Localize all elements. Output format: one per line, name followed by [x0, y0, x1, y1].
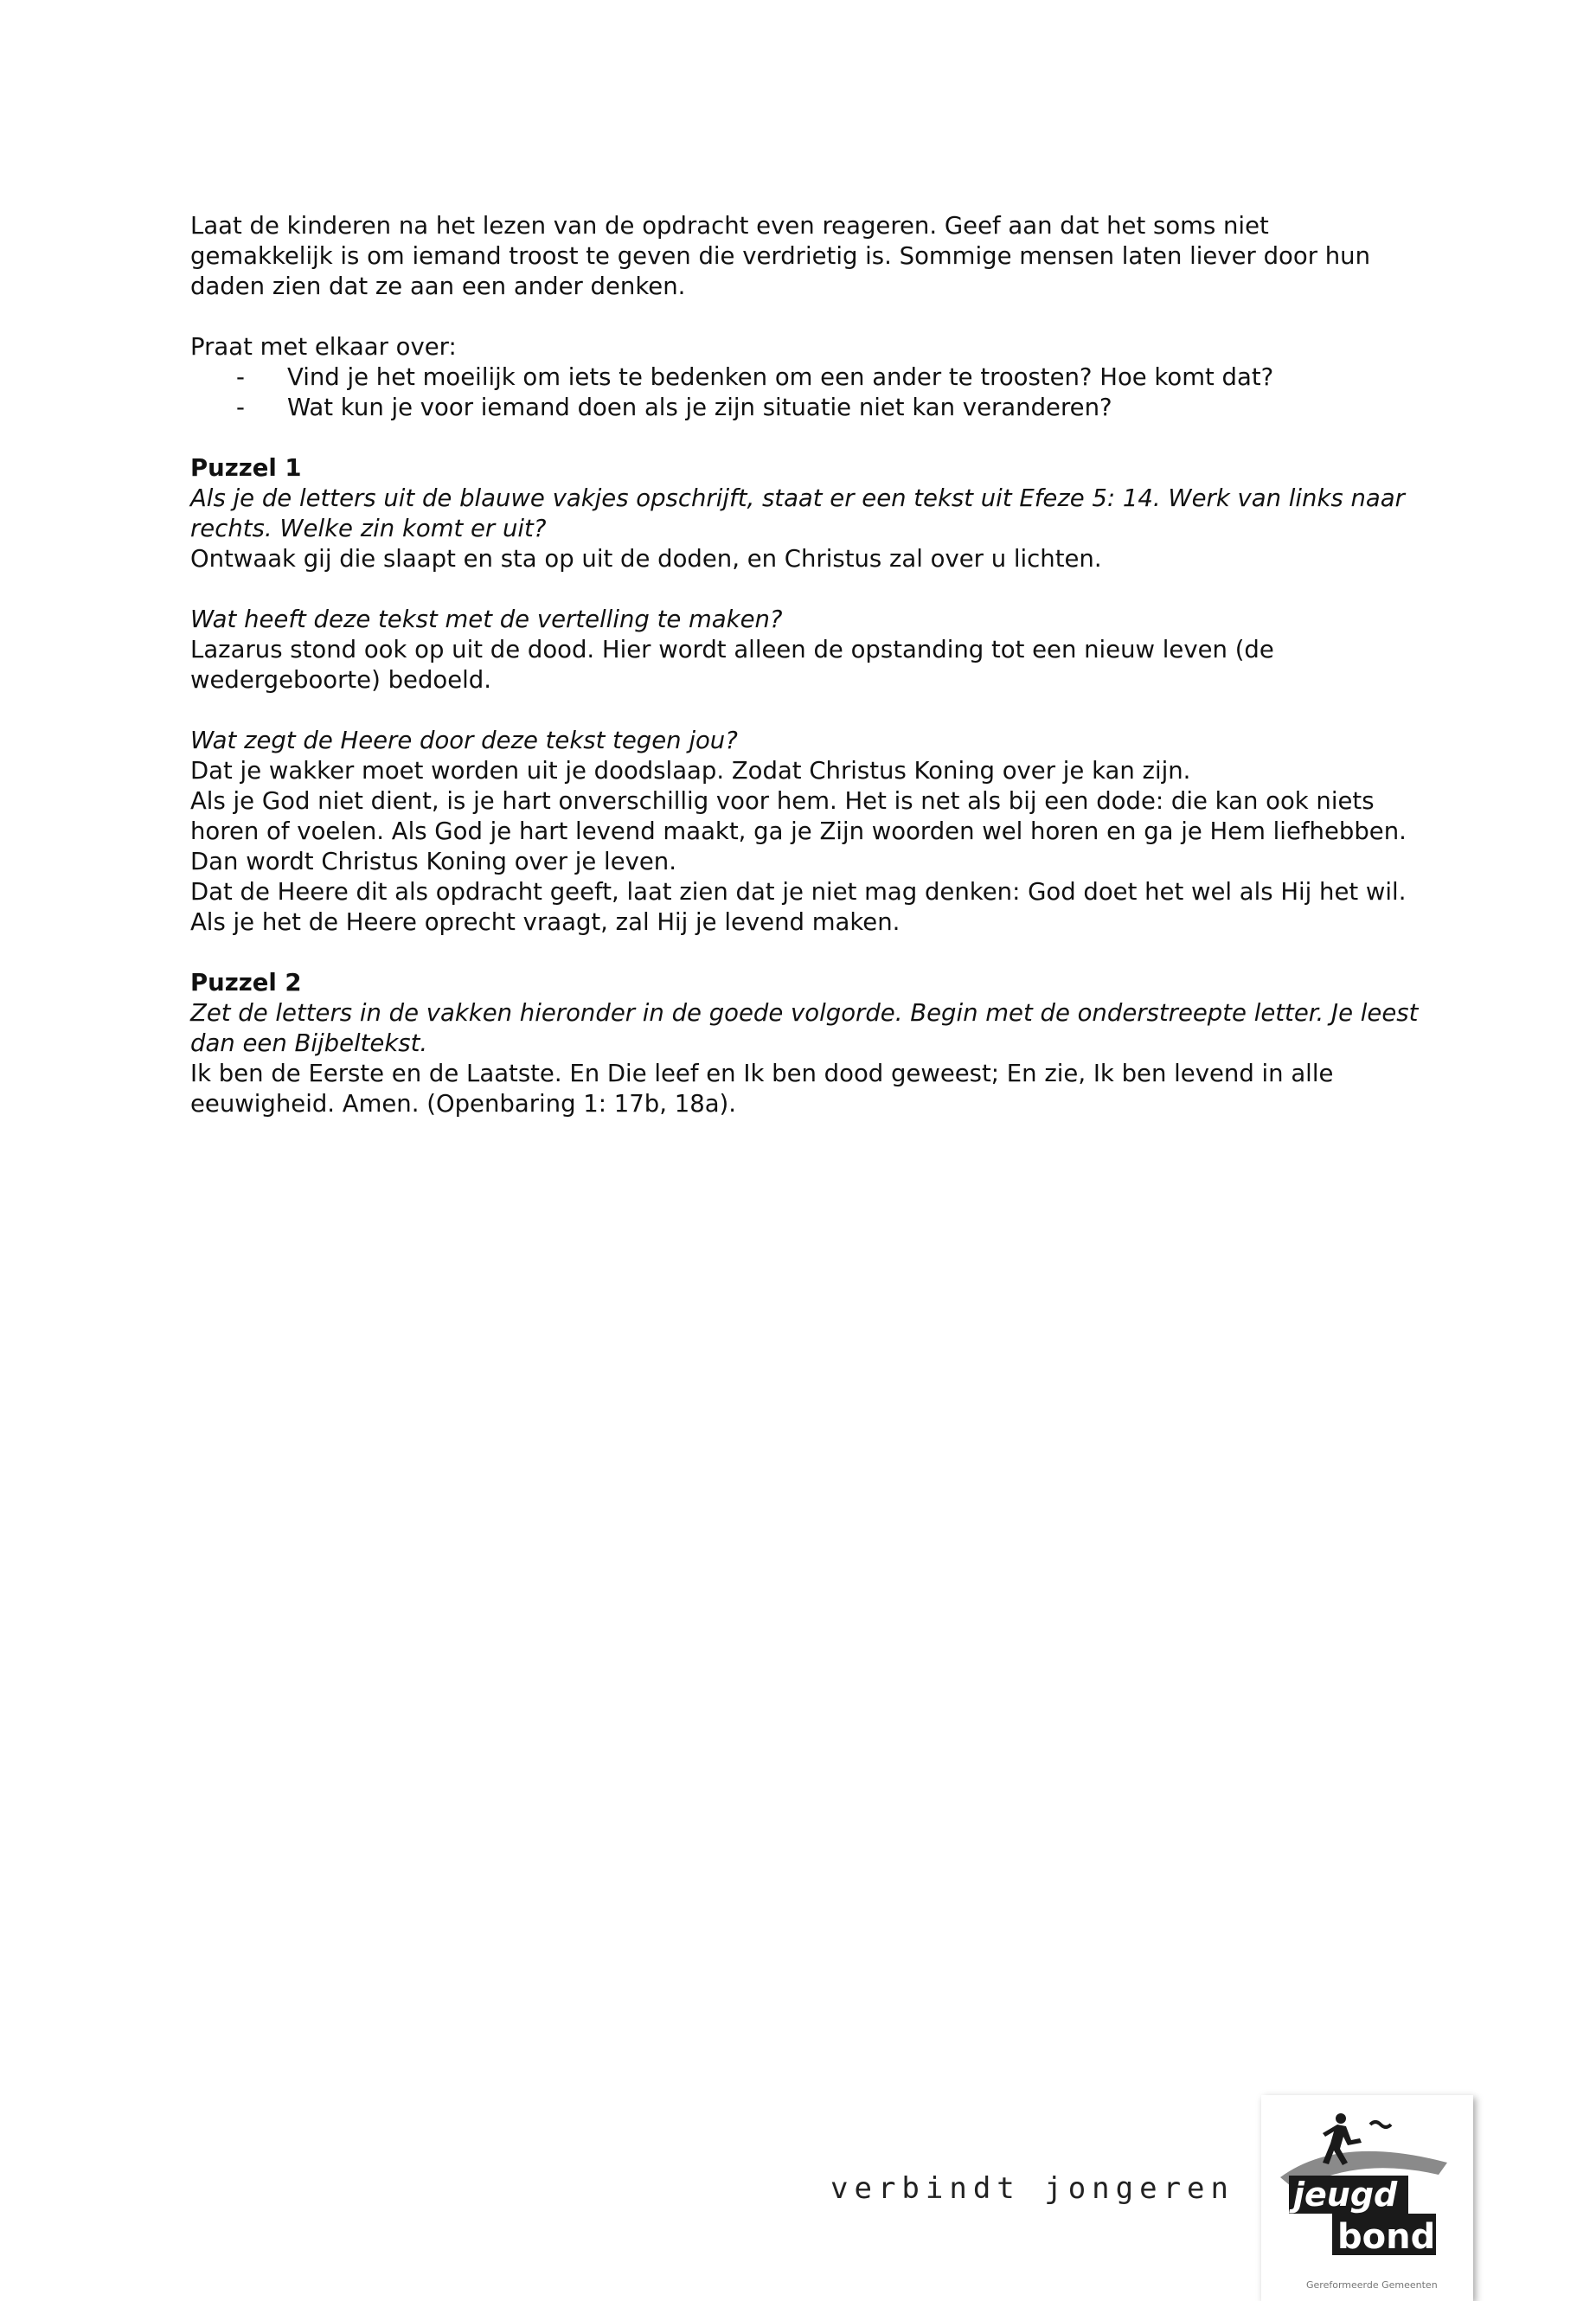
bullet-dash: - [236, 394, 245, 421]
logo-graphic [1261, 2095, 1473, 2301]
intro-paragraph: Laat de kinderen na het lezen van de opdracht even reageren. Geef aan dat het soms niet gemakkelijk is om iemand troost te geven die verdrietig is. Sommige mensen laten liever door hun daden zien dat ze aan een ander denken. [190, 212, 1371, 300]
list-item-text: Wat kun je voor iemand doen als je zijn situatie niet kan veranderen? [287, 394, 1112, 421]
logo-subtitle: Gereformeerde Gemeenten [1306, 2279, 1438, 2291]
bird-icon [1370, 2122, 1391, 2127]
logo-text-bond: bond [1337, 2217, 1436, 2257]
puzzel1-question3: Wat zegt de Heere door deze tekst tegen jou? [190, 727, 738, 754]
puzzel1-answer3-line3: Dat de Heere dit als opdracht geeft, laat zien dat je niet mag denken: God doet het wel als Hij het wil. Als je het de Heere oprecht vraagt, zal Hij je levend maken. [190, 878, 1407, 936]
puzzel2-instruction: Zet de letters in de vakken hieronder in de goede volgorde. Begin met de onderstreepte letter. Je leest dan een Bijbeltekst. [190, 999, 1419, 1057]
logo-text-jeugd: jeugd [1293, 2176, 1398, 2214]
footer-slogan: verbindt jongeren [830, 2171, 1234, 2206]
list-item [190, 393, 1419, 423]
discuss-label: Praat met elkaar over: [190, 333, 457, 361]
puzzel2-answer: Ik ben de Eerste en de Laatste. En Die leef en Ik ben dood geweest; En zie, Ik ben levend in alle eeuwigheid. Amen. (Openbaring 1: 17b, 18a). [190, 1060, 1334, 1118]
puzzel1-answer2: Lazarus stond ook op uit de dood. Hier wordt alleen de opstanding tot een nieuw leven (de wedergeboorte) bedoeld. [190, 636, 1274, 694]
puzzel1-answer: Ontwaak gij die slaapt en sta op uit de doden, en Christus zal over u lichten. [190, 545, 1102, 573]
list-item-text: Vind je het moeilijk om iets te bedenken om een ander te troosten? Hoe komt dat? [287, 363, 1274, 391]
document-body [190, 211, 1419, 1119]
puzzel1-answer3-line1: Dat je wakker moet worden uit je doodslaap. Zodat Christus Koning over je kan zijn. [190, 757, 1191, 785]
list-item [190, 362, 1419, 393]
bullet-dash: - [236, 363, 245, 391]
puzzel1-instruction: Als je de letters uit de blauwe vakjes opschrijft, staat er een tekst uit Efeze 5: 14. Werk van links naar rechts. Welke zin komt er uit? [190, 484, 1405, 542]
jeugdbond-logo [1261, 2095, 1473, 2301]
puzzel2-title: Puzzel 2 [190, 969, 302, 997]
puzzel1-answer3-line2: Als je God niet dient, is je hart onverschillig voor hem. Het is net als bij een dode: die kan ook niets horen of voelen. Als God je hart levend maakt, ga je Zijn woorden wel horen en ga je Hem liefhebben. Dan wordt Christus Koning over je leven. [190, 787, 1407, 875]
discussion-list [190, 362, 1419, 423]
puzzel1-question2: Wat heeft deze tekst met de vertelling te maken? [190, 606, 783, 633]
puzzel1-title: Puzzel 1 [190, 454, 302, 482]
